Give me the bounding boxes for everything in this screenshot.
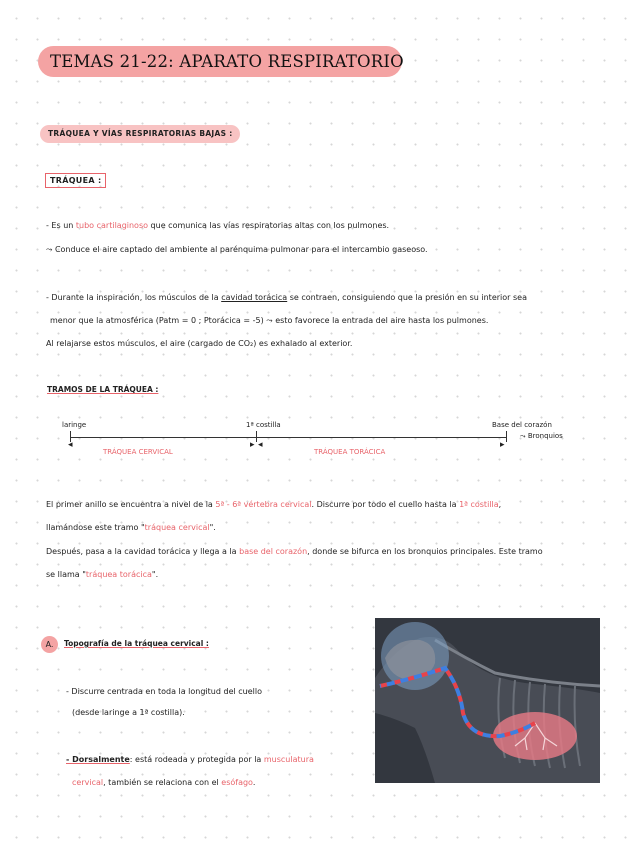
text: . Discurre por todo el cuello hasta la xyxy=(311,500,460,509)
text: - Es un xyxy=(46,221,76,230)
highlight-text: base del corazón xyxy=(239,547,308,556)
highlight-text: musculatura xyxy=(263,755,314,764)
label-laringe: laringe xyxy=(62,421,87,429)
text: - Durante la inspiración, los músculos de la xyxy=(46,293,222,302)
text: que comunica las vías respiratorias altas con los pulmones. xyxy=(148,221,390,230)
subsection-heading: TRÁQUEA : xyxy=(45,173,106,188)
bullet1-line2: (desde laringe a 1ª costilla). xyxy=(72,708,185,717)
highlight-text: 5ª - 6ª vértebra cervical xyxy=(215,500,312,509)
topografia-heading: Topografía de la tráquea cervical : xyxy=(64,639,209,648)
page-title-text: TEMAS 21-22: APARATO RESPIRATORIO xyxy=(50,52,404,71)
bullet2-line1 xyxy=(66,755,314,764)
highlight-text: 1ª costilla xyxy=(459,500,499,509)
arrow-icon: ⤳ xyxy=(263,316,273,325)
para2-line3: Al relajarse estos músculos, el aire (cargado de CO₂) es exhalado al exterior. xyxy=(46,339,353,348)
arrow-icon: ⤳ xyxy=(46,245,55,254)
para3-line3 xyxy=(46,547,543,556)
tramos-heading: TRAMOS DE LA TRÁQUEA : xyxy=(47,385,159,394)
label-costilla: 1ª costilla xyxy=(246,421,281,429)
text: Después, pasa a la cavidad torácica y llega a la xyxy=(46,547,240,556)
section-marker-a: A. xyxy=(41,636,58,653)
arrow-right-icon: ▸ xyxy=(500,440,505,450)
segment-cervical: TRÁQUEA CERVICAL xyxy=(103,448,173,456)
text: , también se relaciona con el xyxy=(103,778,222,787)
text: Conduce el aire captado del ambiente al parénquima pulmonar para el intercambio gaseoso. xyxy=(54,245,428,254)
para3-line1 xyxy=(46,500,501,509)
page-title xyxy=(38,46,402,77)
para2-line2 xyxy=(50,316,488,326)
tick-end xyxy=(506,431,507,442)
text: . xyxy=(252,778,256,787)
text: Bronquios xyxy=(527,432,563,440)
highlight-text: tubo cartilaginoso xyxy=(75,221,149,230)
text: ". xyxy=(209,523,216,532)
trachea-scale-line xyxy=(70,437,506,438)
text: se contraen, consiguiendo que la presión en su interior sea xyxy=(287,293,527,302)
text: llamándose este tramo " xyxy=(46,523,145,532)
underlined-text: - Dorsalmente xyxy=(66,755,130,764)
highlight-text: cervical xyxy=(72,778,104,787)
arrow-mid-icon: ▸ xyxy=(250,440,255,450)
label-base-corazon: Base del corazón xyxy=(492,421,552,429)
para1-line2 xyxy=(46,245,428,255)
highlight-text: tráquea cervical xyxy=(144,523,210,532)
arrow-left-icon: ◂ xyxy=(68,440,73,450)
para2-line1 xyxy=(46,293,527,302)
para1-line1 xyxy=(46,221,389,230)
text: se llama " xyxy=(46,570,86,579)
text: ". xyxy=(151,570,159,579)
text: , donde se bifurca en los bronquios principales. Este tramo xyxy=(307,547,543,556)
text: El primer anillo se encuentra a nivel de la xyxy=(46,500,216,509)
para3-line2 xyxy=(46,523,216,532)
para3-line4 xyxy=(46,570,158,579)
dog-trachea-illustration xyxy=(375,618,600,783)
text: : está rodeada y protegida por la xyxy=(129,755,264,764)
underlined-text: cavidad torácica xyxy=(221,293,288,302)
bullet1-line1: - Discurre centrada en toda la longitud del cuello xyxy=(66,687,262,696)
illustration-svg xyxy=(375,618,600,783)
text: , xyxy=(498,500,502,509)
highlight-text: esófago xyxy=(221,778,253,787)
label-bronquios: ⤳ Bronquios xyxy=(520,432,563,440)
highlight-text: tráquea torácica xyxy=(85,570,152,579)
arrow-mid2-icon: ◂ xyxy=(258,440,263,450)
section-heading: TRÁQUEA Y VÍAS RESPIRATORIAS BAJAS : xyxy=(40,125,240,143)
bullet2-line2 xyxy=(72,778,255,787)
segment-toracica: TRÁQUEA TORÁCICA xyxy=(314,448,386,456)
text: esto favorece la entrada del aire hasta los pulmones. xyxy=(272,316,489,325)
text: menor que la atmosférica (Patm = 0 ; Ptorácica = -5) xyxy=(50,316,264,325)
